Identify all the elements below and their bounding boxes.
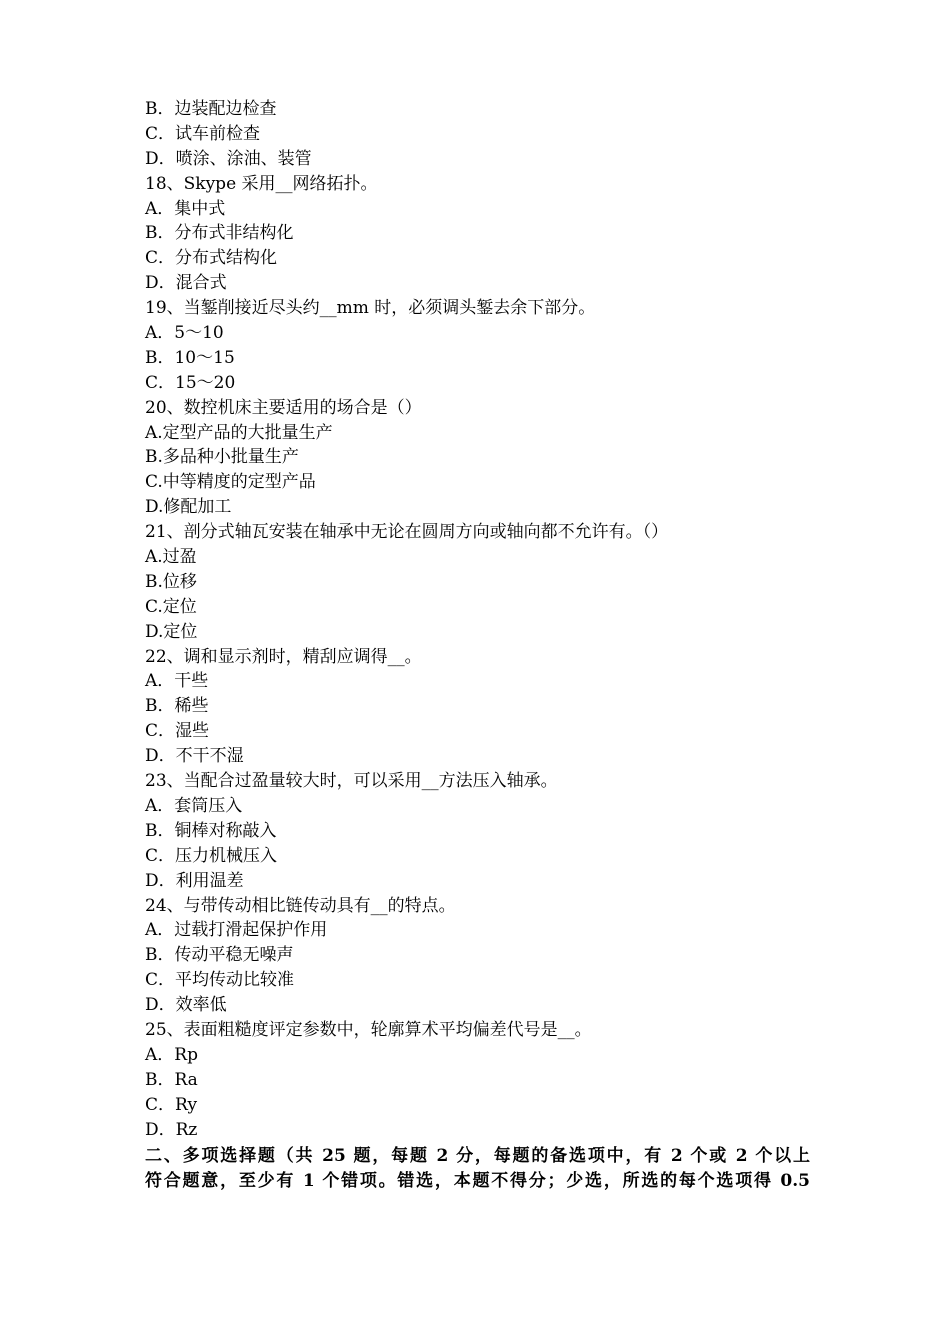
option-text: B．稀些 [145, 696, 209, 717]
option-text: B．传动平稳无噪声 [145, 945, 294, 966]
option-text: A．5～10 [145, 323, 224, 344]
option-text: D．Rz [145, 1119, 198, 1140]
question-text: 24、与带传动相比链传动具有__的特点。 [145, 895, 456, 916]
option-text: C.中等精度的定型产品 [145, 472, 316, 493]
option-text: C．试车前检查 [145, 123, 261, 144]
option-text: A.过盈 [145, 547, 197, 568]
option-text: B．分布式非结构化 [145, 223, 294, 244]
option-text: C．分布式结构化 [145, 248, 278, 269]
option-text: C．平均传动比较准 [145, 970, 295, 991]
option-text: D.修配加工 [145, 497, 232, 518]
option-text: A．集中式 [145, 198, 226, 219]
section-heading-line-1: 二、多项选择题（共 25 题，每题 2 分，每题的备选项中，有 2 个或 2 个以上 [145, 1146, 810, 1166]
option-text: C．Ry [145, 1094, 198, 1115]
question-text: 18、Skype 采用__网络拓扑。 [145, 173, 378, 194]
option-text: C．压力机械压入 [145, 845, 278, 866]
option-text: A.定型产品的大批量生产 [145, 422, 333, 443]
question-text: 25、表面粗糙度评定参数中，轮廓算术平均偏差代号是__。 [145, 1019, 592, 1040]
question-list [145, 97, 810, 1142]
section-heading [145, 1144, 810, 1194]
question-text: 23、当配合过盈量较大时，可以采用__方法压入轴承。 [145, 771, 558, 792]
option-text: C．湿些 [145, 721, 210, 742]
option-text: C．15～20 [145, 372, 236, 393]
option-text: A．过载打滑起保护作用 [145, 920, 328, 941]
option-text: D．混合式 [145, 273, 227, 294]
option-text: D．喷涂、涂油、装管 [145, 148, 312, 169]
option-text: A．套筒压入 [145, 795, 243, 816]
question-text: 21、剖分式轴瓦安装在轴承中无论在圆周方向或轴向都不允许有。（） [145, 522, 669, 543]
question-text: 20、数控机床主要适用的场合是（） [145, 397, 422, 418]
question-text: 22、调和显示剂时，精刮应调得__。 [145, 646, 422, 667]
option-text: B.位移 [145, 571, 197, 592]
question-text: 19、当錾削接近尽头约__mm 时，必须调头錾去余下部分。 [145, 298, 596, 319]
option-text: A．干些 [145, 671, 209, 692]
option-text: B.多品种小批量生产 [145, 447, 299, 468]
option-text: D．不干不湿 [145, 746, 244, 767]
option-text: B．Ra [145, 1069, 198, 1090]
option-text: D．利用温差 [145, 870, 244, 891]
option-text: A．Rp [145, 1044, 198, 1065]
option-text: D．效率低 [145, 995, 227, 1016]
section-heading-line-2: 符合题意，至少有 1 个错项。错选，本题不得分；少选，所选的每个选项得 0.5 [145, 1171, 810, 1191]
option-text: B．边装配边检查 [145, 99, 277, 119]
option-text: C.定位 [145, 596, 197, 617]
option-text: B．10～15 [145, 347, 235, 368]
option-text: D.定位 [145, 621, 198, 642]
option-text: B．铜棒对称敲入 [145, 820, 277, 841]
